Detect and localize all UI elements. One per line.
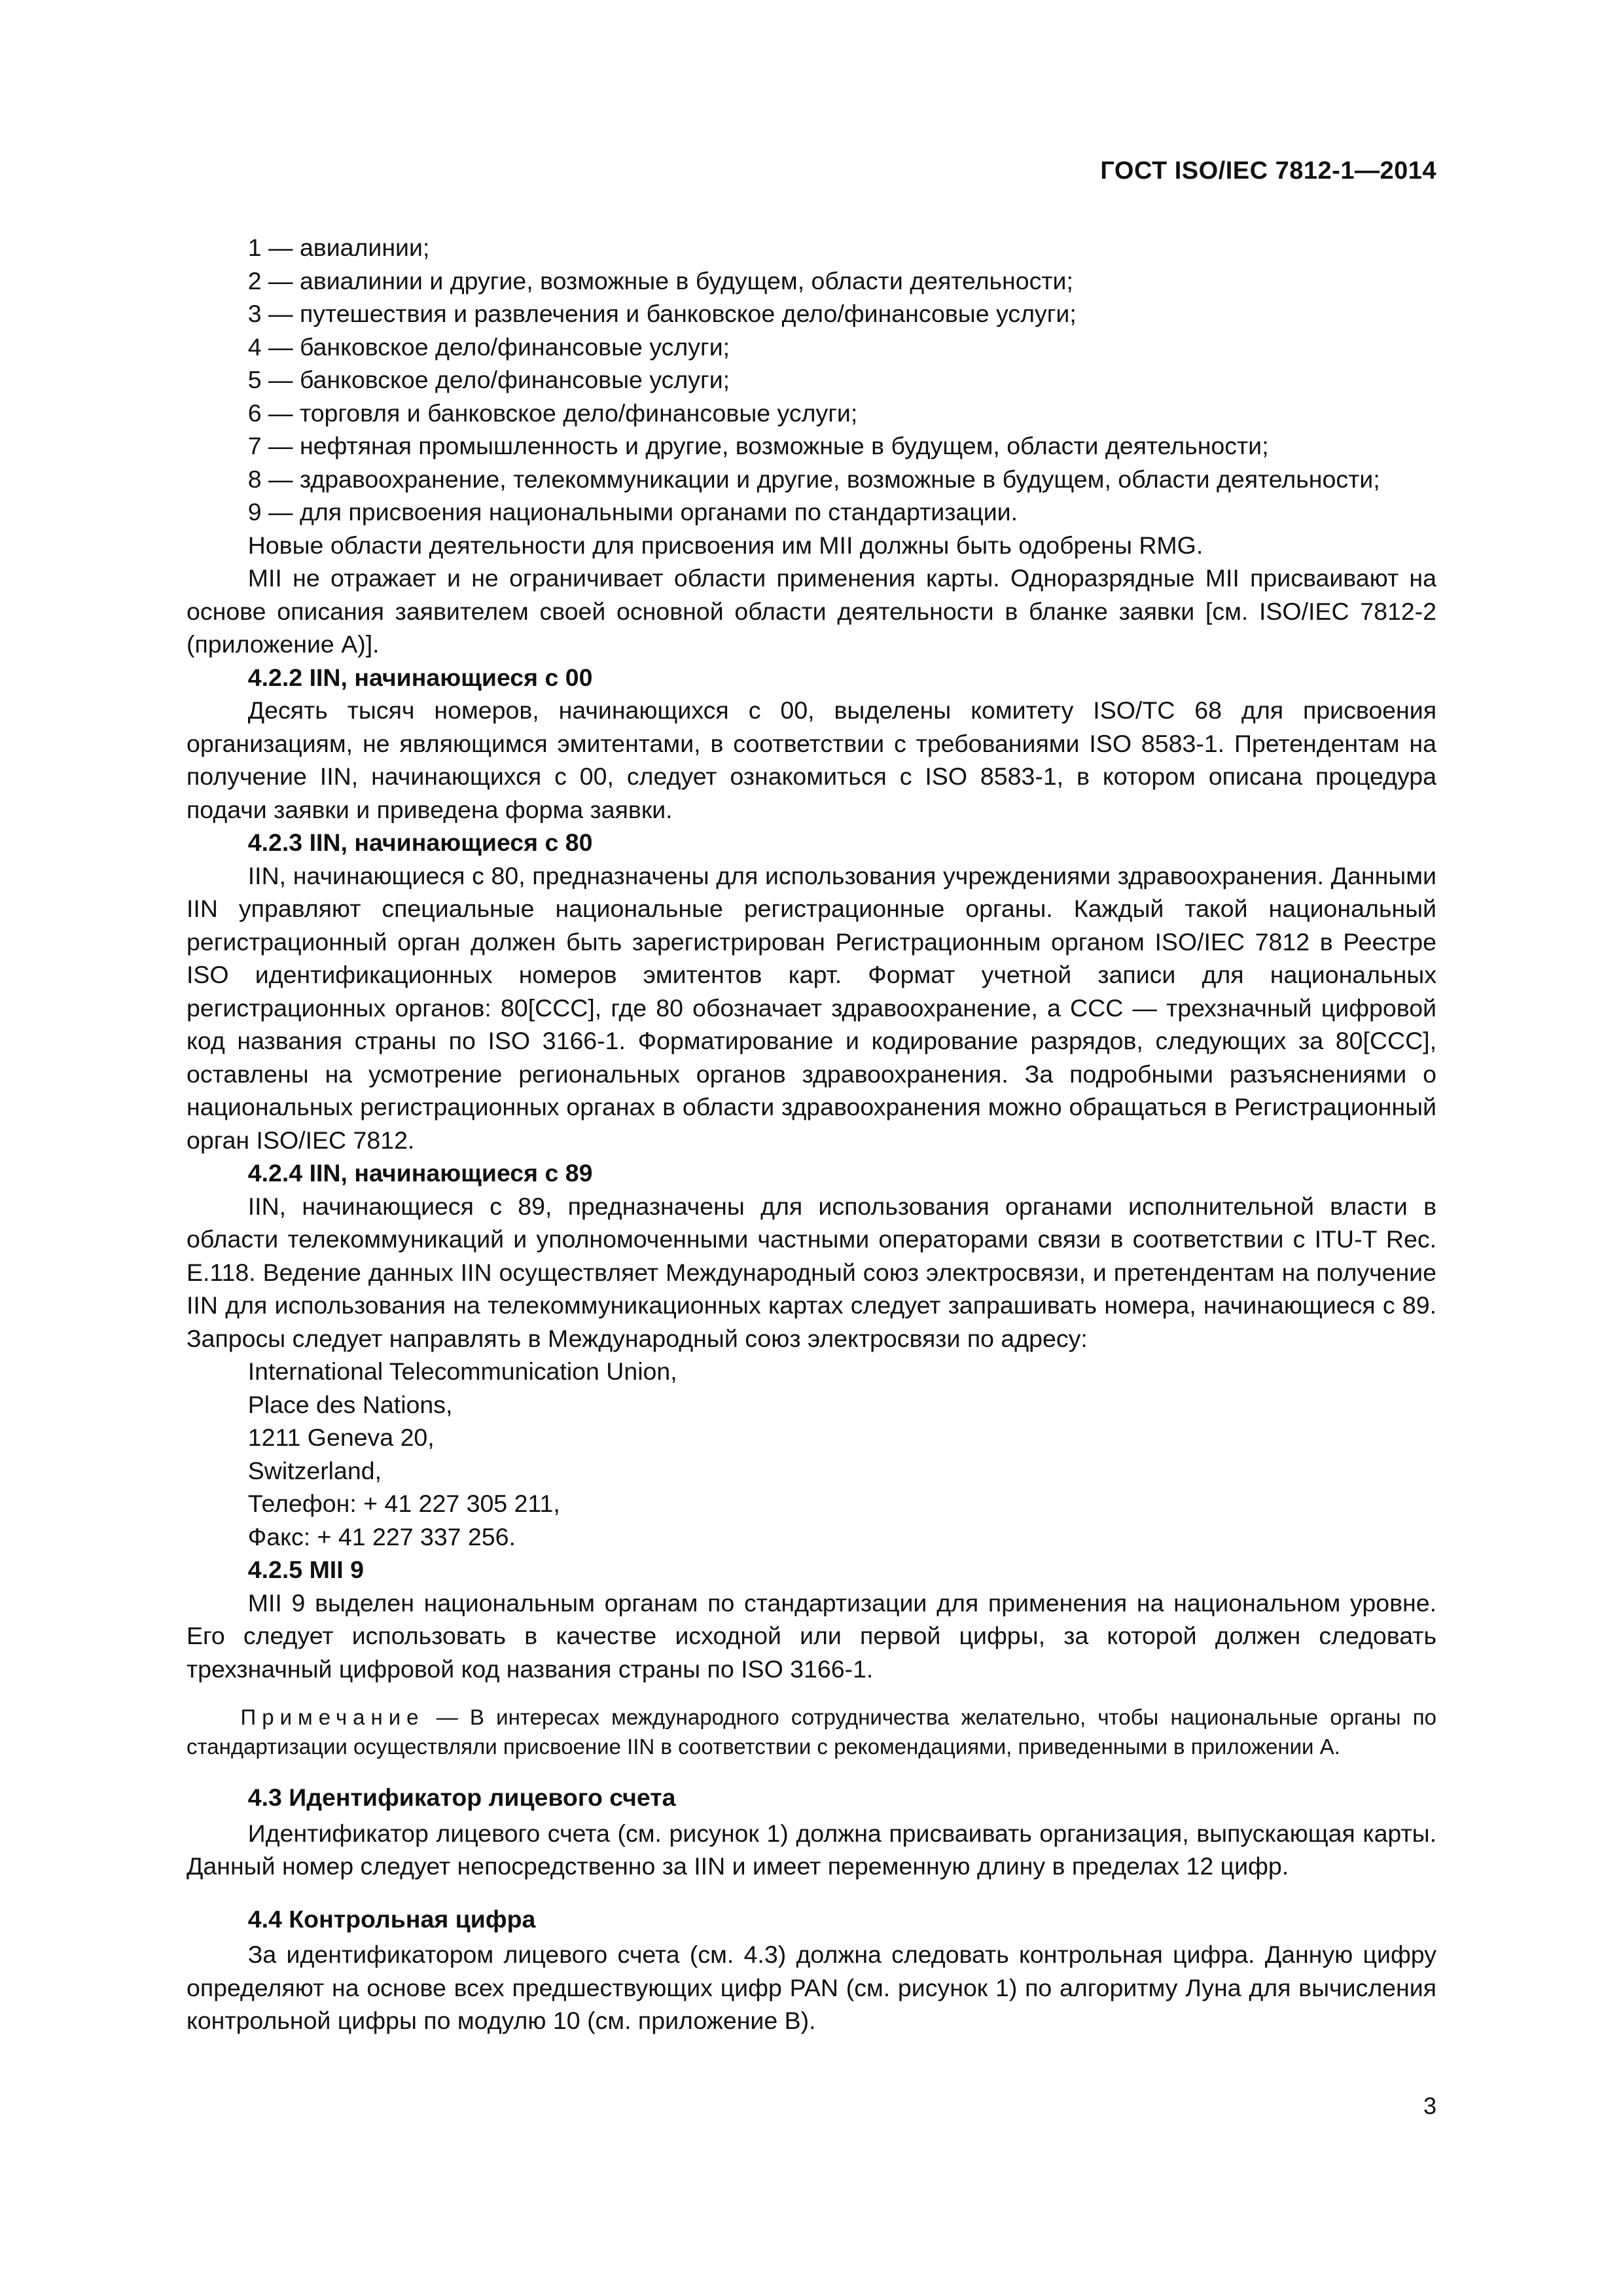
list-item: 9 — для присвоения национальными органами по стандартизации. [247, 498, 1018, 526]
section-heading-4-2-4: 4.2.4 IIN, начинающиеся с 89 [247, 1159, 593, 1187]
document-header: ГОСТ ISO/IEC 7812-1—2014 [1100, 157, 1436, 185]
section-text-4-2-3: IIN, начинающиеся с 80, предназначены для использования учреждениями здравоохранения. Данными IIN управляют специальные национальные регистрационные органы. Каждый такой национальный регистрационный орган должен быть зарегистрирован Регистрационным органом ISO/IEC 7812 в Реестре ISO идентификационных номеров эмитентов карт. Формат учетной записи для национальных регистрационных органов: 80[CCC], где 80 обозначает здравоохранение, а CCC — трехзначный цифровой код названия страны по ISO 3166-1. Форматирование и кодирование разрядов, следующих за 80[CCC], оставлены на усмотрение региональных органов здравоохранения. За подробными разъяснениями о национальных регистрационных органах в области здравоохранения можно обращаться в Регистрационный орган ISO/IEC 7812. [187, 861, 1436, 1154]
list-item: 3 — путешествия и развлечения и банковское дело/финансовые услуги; [247, 300, 1077, 327]
list-item: 1 — авиалинии; [247, 234, 430, 261]
address-line: Place des Nations, [247, 1390, 453, 1418]
document-body [187, 231, 1436, 2037]
itu-address [187, 1355, 1436, 1553]
note-text: — В интересах международного сотрудничества желательно, чтобы национальные органы по стандартизации осуществляли присвоение IIN в соответствии с рекомендациями, приведенными в приложении А. [187, 1705, 1436, 1759]
section-text-4-2-5: MII 9 выделен национальным органам по стандартизации для применения на национальном уровне. Его следует использовать в качестве исходной или первой цифры, за которой должен следовать трехзначный цифровой код названия страны по ISO 3166-1. [187, 1588, 1436, 1683]
section-text-4-2-4: IIN, начинающиеся с 89, предназначены для использования органами исполнительной власти в области телекоммуникаций и уполномоченными частными операторами связи в соответствии с ITU-T Rec. E.118. Ведение данных IIN осуществляет Международный союз электросвязи, и претендентам на получение IIN для использования на телекоммуникационных картах следует запрашивать номера, начинающиеся с 89. Запросы следует направлять в Международный союз электросвязи по адресу: [187, 1192, 1436, 1352]
note-label: Примечание [240, 1705, 425, 1729]
note [187, 1702, 1436, 1761]
section-text-4-4: За идентификатором лицевого счета (см. 4.3) должна следовать контрольная цифра. Данную цифру определяют на основе всех предшествующих цифр PAN (см. рисунок 1) по алгоритму Луна для вычисления контрольной цифры по модулю 10 (см. приложение В). [187, 1941, 1436, 2034]
page-number: 3 [1423, 2092, 1436, 2119]
section-heading-4-4: 4.4 Контрольная цифра [247, 1905, 536, 1933]
address-line: Switzerland, [247, 1456, 382, 1484]
section-heading-4-2-3: 4.2.3 IIN, начинающиеся с 80 [247, 829, 593, 856]
list-item: 8 — здравоохранение, телекоммуникации и другие, возможные в будущем, области деятельности; [247, 465, 1380, 493]
address-line: 1211 Geneva 20, [247, 1424, 435, 1451]
section-heading-4-2-2: 4.2.2 IIN, начинающиеся с 00 [247, 663, 593, 691]
list-item: 7 — нефтяная промышленность и другие, возможные в будущем, области деятельности; [247, 432, 1269, 459]
section-text-4-2-2: Десять тысяч номеров, начинающихся с 00, выделены комитету ISO/TC 68 для присвоения организациям, не являющимся эмитентами, в соответствии с требованиями ISO 8583-1. Претендентам на получение IIN, начинающихся с 00, следует ознакомиться с ISO 8583-1, в котором описана процедура подачи заявки и приведена форма заявки. [187, 696, 1436, 823]
section-text-4-3: Идентификатор лицевого счета (см. рисунок 1) должна присваивать организация, выпускающая карты. Данный номер следует непосредственно за IIN и имеет переменную длину в пределах 12 цифр. [187, 1819, 1436, 1880]
list-item: 4 — банковское дело/финансовые услуги; [247, 332, 730, 361]
paragraph-mii-scope: MII не отражает и не ограничивает области применения карты. Одноразрядные MII присваивают на основе описания заявителем своей основной области деятельности в бланке заявки [см. ISO/IEC 7812-2 (приложение А)]. [187, 564, 1436, 658]
mii-list [187, 231, 1436, 529]
section-heading-4-2-5: 4.2.5 MII 9 [247, 1556, 364, 1583]
list-item: 2 — авиалинии и другие, возможные в будущем, области деятельности; [247, 266, 1073, 295]
section-heading-4-3: 4.3 Идентификатор лицевого счета [247, 1784, 676, 1811]
address-line: International Telecommunication Union, [247, 1357, 677, 1385]
paragraph-new-areas: Новые области деятельности для присвоения им MII должны быть одобрены RMG. [247, 531, 1204, 559]
address-line: Факс: + 41 227 337 256. [247, 1522, 516, 1551]
list-item: 6 — торговля и банковское дело/финансовые услуги; [247, 399, 858, 427]
address-line: Телефон: + 41 227 305 211, [247, 1490, 560, 1517]
list-item: 5 — банковское дело/финансовые услуги; [247, 366, 730, 393]
